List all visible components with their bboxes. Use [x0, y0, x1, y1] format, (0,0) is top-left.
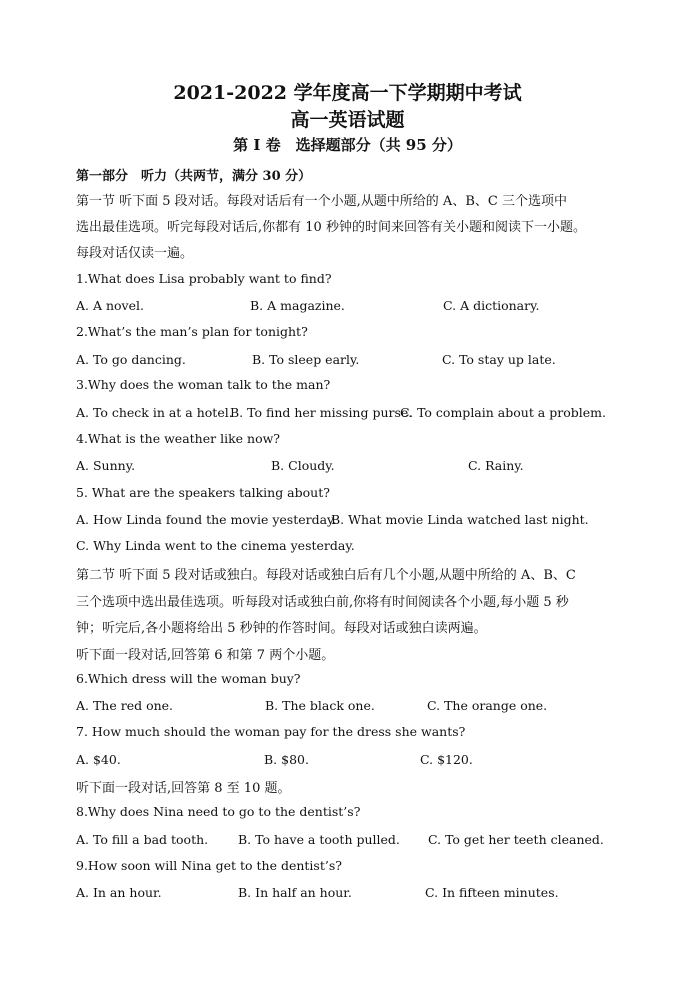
q6-option-c: C. The orange one.	[427, 698, 548, 713]
section1-instructions-line2: 选出最佳选项。听完每段对话后,你都有 10 秒钟的时间来回答有关小题和阅读下一小题。	[76, 220, 586, 235]
question-3: 3.Why does the woman talk to the man?	[76, 377, 331, 392]
q1-option-b: B. A magazine.	[250, 298, 345, 313]
q9-option-a: A. In an hour.	[76, 885, 162, 900]
exam-subtitle: 高一英语试题	[290, 109, 405, 131]
section2-instructions-line1: 第二节 听下面 5 段对话或独白。每段对话或独白后有几个小题,从题中所给的 A、B、C	[76, 568, 576, 583]
q2-option-c: C. To stay up late.	[442, 352, 556, 367]
q9-option-c: C. In fifteen minutes.	[425, 885, 559, 900]
question-9: 9.How soon will Nina get to the dentist’s?	[76, 858, 342, 873]
q9-option-b: B. In half an hour.	[238, 885, 352, 900]
q1-option-c: C. A dictionary.	[443, 298, 540, 313]
q7-option-c: C. $120.	[420, 752, 473, 767]
section1-instructions-line3: 每段对话仅读一遍。	[76, 246, 194, 261]
question-2: 2.What’s the man’s plan for tonight?	[76, 324, 308, 339]
q4-option-b: B. Cloudy.	[271, 458, 335, 473]
q8-option-b: B. To have a tooth pulled.	[238, 832, 400, 847]
section2-instructions-line3: 钟；听完后,各小题将给出 5 秒钟的作答时间。每段对话或独白读两遍。	[76, 621, 487, 636]
q6-option-a: A. The red one.	[76, 698, 174, 713]
question-6: 6.Which dress will the woman buy?	[76, 671, 301, 686]
q1-option-a: A. A novel.	[76, 298, 144, 313]
question-7: 7. How much should the woman pay for the dress she wants?	[76, 724, 466, 739]
question-8: 8.Why does Nina need to go to the dentist’s?	[76, 804, 361, 819]
q2-option-b: B. To sleep early.	[252, 352, 360, 367]
q3-option-a: A. To check in at a hotel.	[76, 405, 233, 420]
q5-option-b: B. What movie Linda watched last night.	[331, 512, 589, 527]
q6-option-b: B. The black one.	[265, 698, 375, 713]
question-5: 5. What are the speakers talking about?	[76, 485, 330, 500]
q7-option-a: A. $40.	[76, 752, 121, 767]
q3-option-b: B. To find her missing purse.	[230, 405, 413, 420]
section1-instructions-line1: 第一节 听下面 5 段对话。每段对话后有一个小题,从题中所给的 A、B、C 三个选项中	[76, 194, 567, 209]
q2-option-a: A. To go dancing.	[76, 352, 186, 367]
q4-option-c: C. Rainy.	[468, 458, 524, 473]
q7-option-b: B. $80.	[264, 752, 309, 767]
volume-heading: 第 I 卷 选择题部分（共 95 分）	[233, 136, 462, 154]
dialog-8-10-instruction: 听下面一段对话,回答第 8 至 10 题。	[76, 781, 291, 796]
q5-option-a: A. How Linda found the movie yesterday.	[76, 512, 337, 527]
dialog-6-7-instruction: 听下面一段对话,回答第 6 和第 7 两个小题。	[76, 648, 335, 663]
question-1: 1.What does Lisa probably want to find?	[76, 271, 332, 286]
q5-option-c: C. Why Linda went to the cinema yesterday.	[76, 538, 355, 553]
q4-option-a: A. Sunny.	[76, 458, 136, 473]
exam-title: 2021-2022 学年度高一下学期期中考试	[173, 82, 522, 104]
question-4: 4.What is the weather like now?	[76, 431, 280, 446]
part1-heading: 第一部分 听力（共两节，满分 30 分）	[76, 169, 312, 184]
q8-option-c: C. To get her teeth cleaned.	[428, 832, 604, 847]
q8-option-a: A. To fill a bad tooth.	[76, 832, 209, 847]
section2-instructions-line2: 三个选项中选出最佳选项。听每段对话或独白前,你将有时间阅读各个小题,每小题 5 秒	[76, 595, 569, 610]
q3-option-c: C. To complain about a problem.	[400, 405, 606, 420]
